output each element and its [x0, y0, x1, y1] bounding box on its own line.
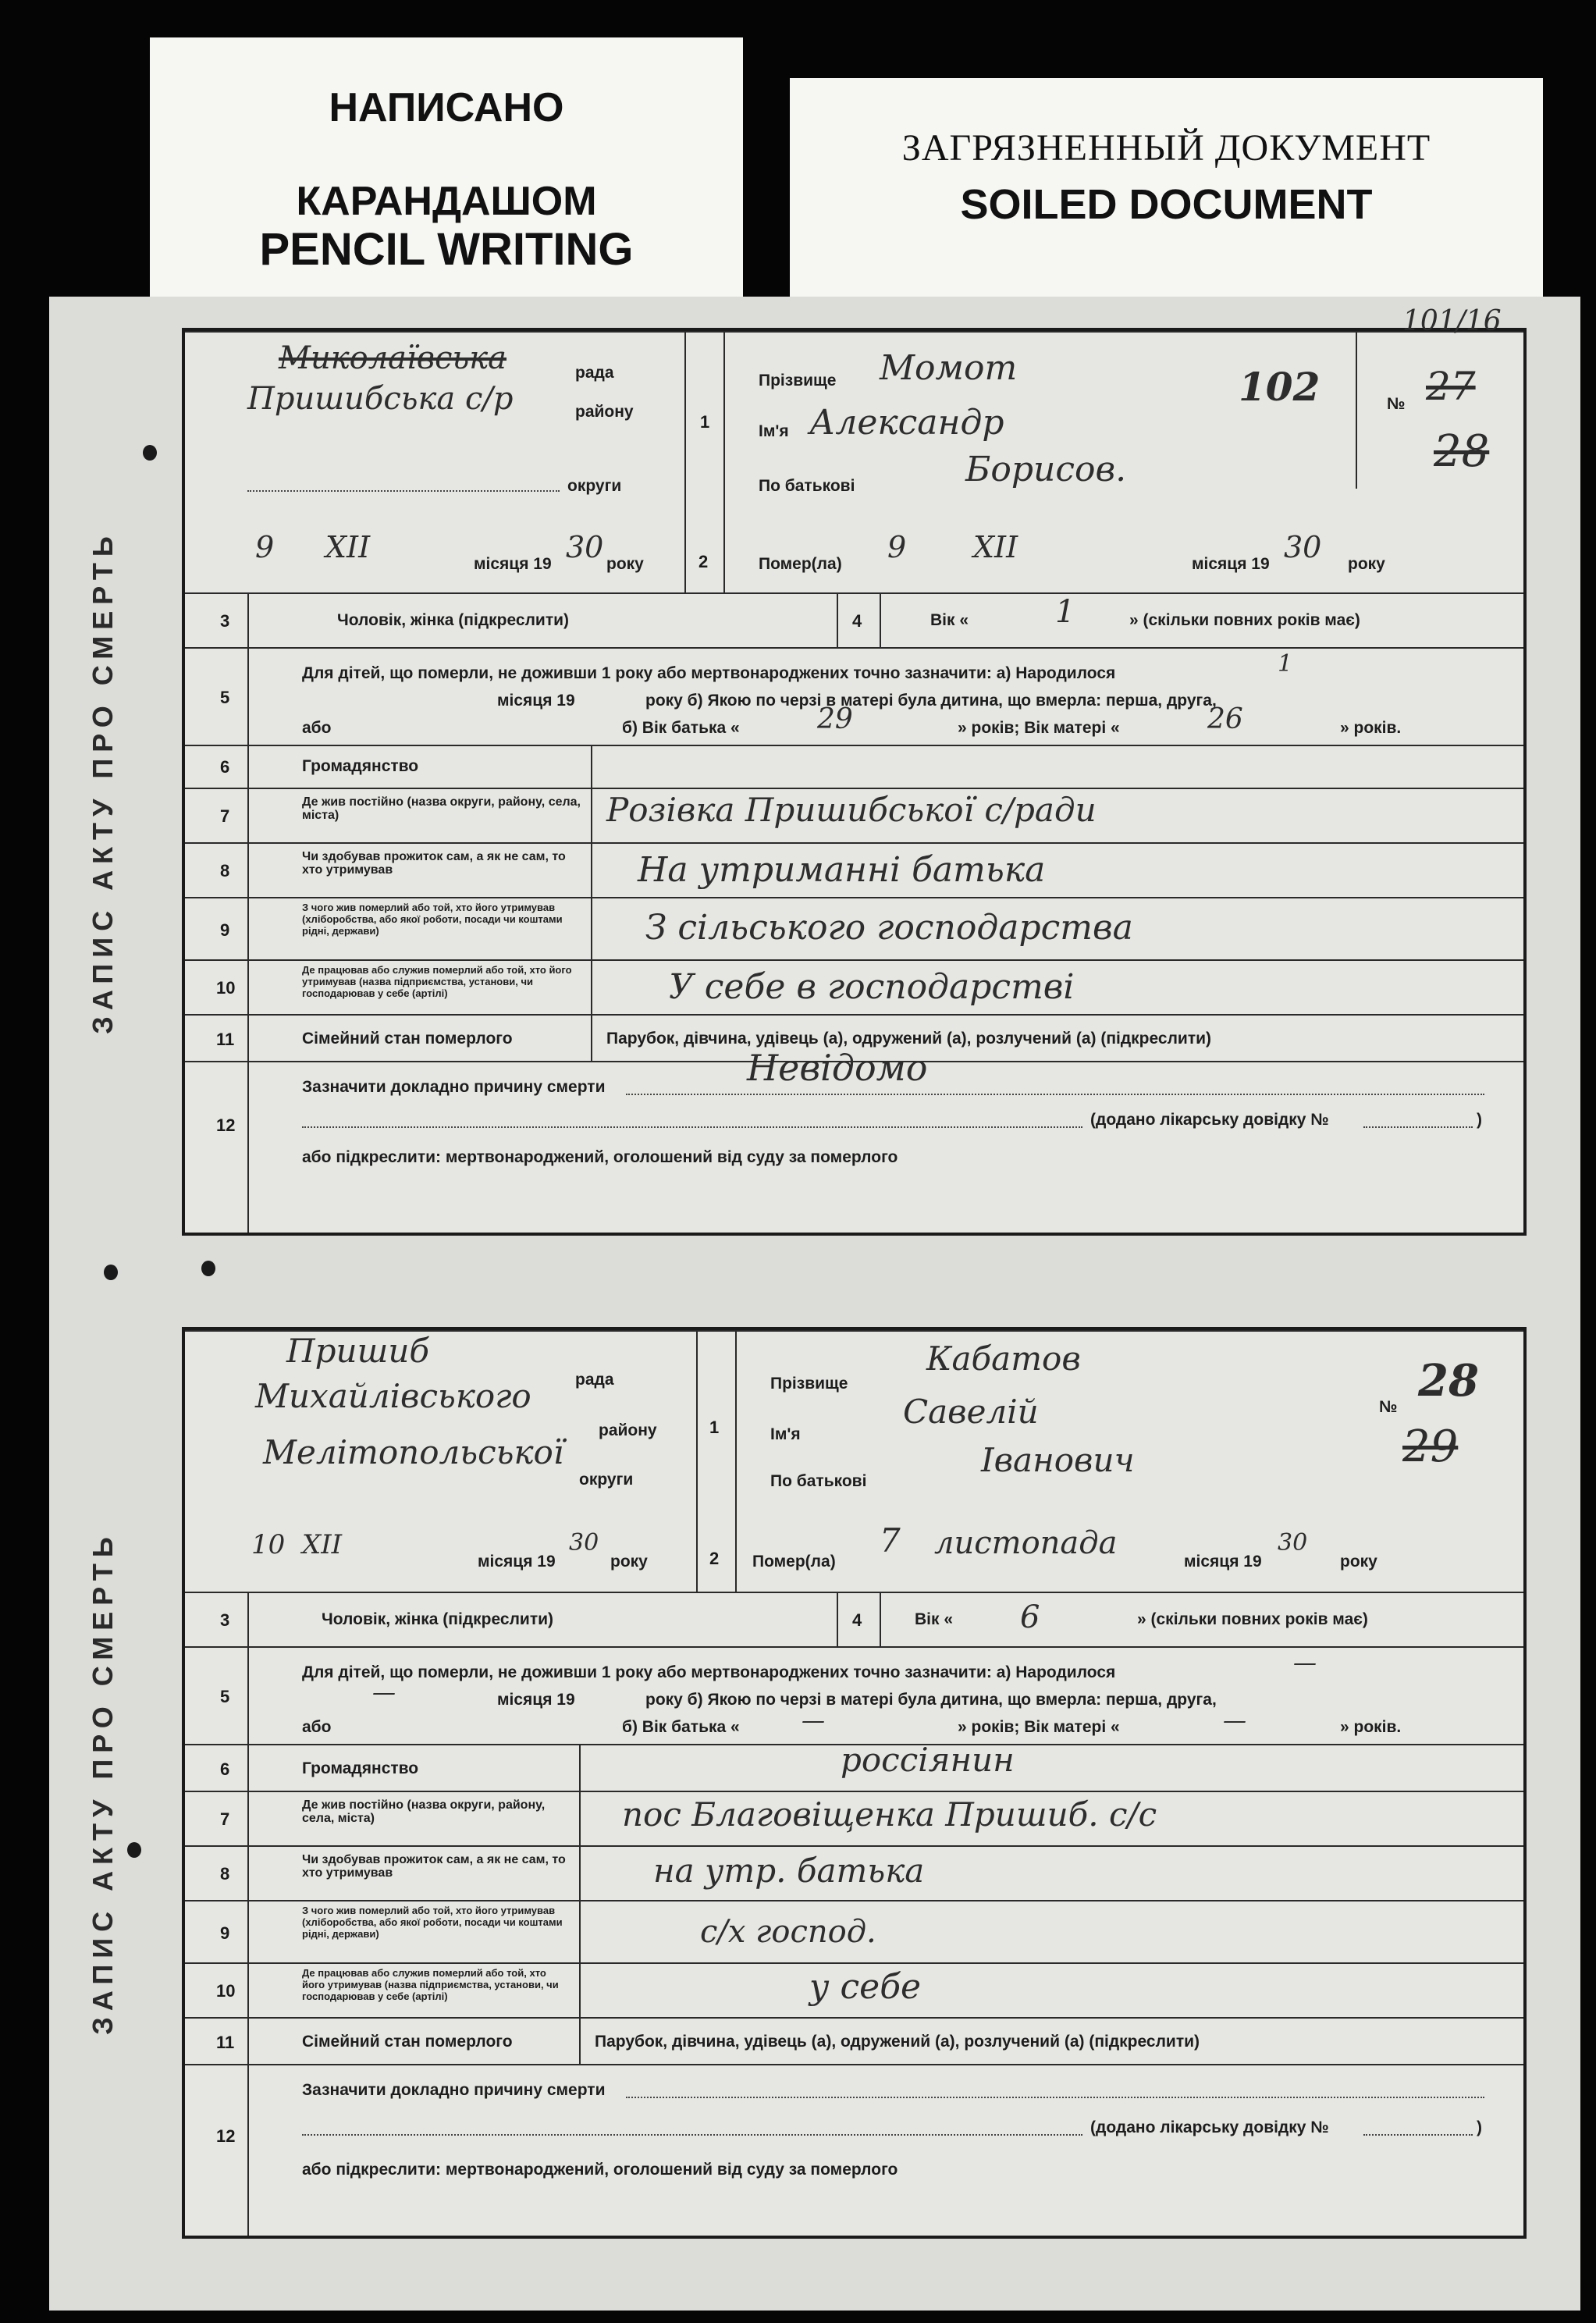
patronymic-label: По батькові — [770, 1472, 867, 1490]
row-8: 8 Чи здобував прожиток сам, а як не сам, то хто утримував На утриманні батька — [185, 842, 1523, 898]
number-value: 28 — [1418, 1355, 1479, 1407]
gender-label: Чоловік, жінка (підкреслити) — [337, 611, 570, 629]
row-12: 12 Зазначити докладно причину смерти (додано лікарську довідку № ) або підкреслити: мертвонароджений, оголошений від суду за померлого — [185, 2064, 1523, 2236]
death-month-value: XII — [973, 530, 1018, 564]
years-label: » років. — [1340, 1718, 1402, 1736]
death-year-value: 30 — [1278, 1529, 1308, 1556]
stillborn-label: або підкреслити: мертвонароджений, оголошений від суду за померлого — [302, 2161, 898, 2179]
date-row: 9 XII місяця 19 30 року 2 Помер(ла) 9 XII місяця 19 30 року — [185, 514, 1523, 592]
rada-label: рада — [575, 364, 614, 382]
soiled-document-label — [790, 78, 1543, 312]
death-label: Помер(ла) — [759, 555, 842, 573]
support-value: На утриманні батька — [638, 850, 1046, 890]
rada-value: Пришиб — [286, 1332, 430, 1370]
month-label: місяця 19 — [474, 555, 552, 573]
row-11: 11 Сімейний стан померлого Парубок, дівчина, удівець (а), одружений (а), розлучений (а) (підкреслити) — [185, 2017, 1523, 2065]
age-tail-label: » (скільки повних років має) — [1137, 1610, 1368, 1628]
death-label: Помер(ла) — [752, 1553, 836, 1571]
soiled-label-ru: ЗАГРЯЗНЕННЫЙ ДОКУМЕНТ — [901, 127, 1431, 169]
or-label: або — [302, 719, 332, 737]
punch-hole — [104, 1265, 118, 1280]
workplace-value: У себе в господарстві — [669, 967, 1075, 1007]
death-day-value: 7 — [880, 1521, 901, 1560]
born-value: — — [1293, 1649, 1317, 1677]
row-5: 5 Для дітей, що померли, не доживши 1 року або мертвонароджених точно зазначити: а) Народилося — — місяця 19 року б) Якою по черзі в матері була дитина, що вмерла: перша, друга, або б) Вік батька « — » років; Вік матері « — » років. — [185, 1646, 1523, 1745]
punch-hole — [201, 1261, 215, 1276]
header-row: Пришиб рада Михайлівського району Мелітопольської округи 1 Прізвище Кабатов Ім'я Савелій По батькові Іванович № 28 29 — [185, 1330, 1523, 1515]
death-record-1 — [87, 305, 1527, 1236]
soiled-label-en: SOILED DOCUMENT — [960, 181, 1373, 228]
year-label: року — [1348, 555, 1385, 573]
medical-note-label: (додано лікарську довідку № — [1090, 1111, 1329, 1129]
stillborn-label: або підкреслити: мертвонароджений, оголошений від суду за померлого — [302, 1148, 898, 1166]
header-row: Миколаївська рада Пришибська с/р району округи 1 Прізвище Момот Ім'я Александр По батькові Борисов. 102 101/16 № 27 28 — [185, 331, 1523, 516]
row-10: 10 Де працював або служив померлий або той, хто його утримував (назва підприємства, установи, чи господарював у себе (артілі) у себе — [185, 1962, 1523, 2019]
row-8: 8 Чи здобував прожиток сам, а як не сам, то хто утримував на утр. батька — [185, 1845, 1523, 1901]
row-5: 5 Для дітей, що померли, не доживши 1 року або мертвонароджених точно зазначити: а) Народилося 1 місяця 19 року б) Якою по черзі в матері була дитина, що вмерла: перша, друга, або б) Вік батька « 29 » років; Вік матері « 26 » років. — [185, 647, 1523, 746]
or-label: або — [302, 1718, 332, 1736]
born-month-label: місяця 19 — [497, 1691, 575, 1709]
name-value: Александр — [809, 403, 1004, 443]
livelihood-label: З чого жив померлий або той, хто його утримував (хліборобства, або якої роботи, посади чи коштами рідні, держави) — [302, 902, 563, 937]
livelihood-label: З чого жив померлий або той, хто його утримував (хліборобства, або якої роботи, посади чи коштами рідні, держави) — [302, 1905, 563, 1940]
marital-label: Сімейний стан померлого — [302, 1030, 513, 1048]
row-9: 9 З чого жив померлий або той, хто його утримував (хліборобства, або якої роботи, посади чи коштами рідні, держави) с/х господ. — [185, 1900, 1523, 1964]
reg-day-value: 10 — [251, 1529, 286, 1560]
marital-label: Сімейний стан померлого — [302, 2033, 513, 2051]
row-7: 7 Де жив постійно (назва округи, району, села, міста) пос Благовіщенка Пришиб. с/с — [185, 1791, 1523, 1847]
age-value: 6 — [1020, 1599, 1040, 1635]
residence-label: Де жив постійно (назва округи, району, села, міста) — [302, 795, 581, 822]
mother-age-value: 26 — [1207, 703, 1243, 735]
workplace-label: Де працював або служив померлий або той, хто його утримував (назва підприємства, установи, чи господарював у себе (артілі) — [302, 1967, 559, 2002]
pencil-label-en: PENCIL WRITING — [259, 224, 634, 275]
reg-month-value: XII — [302, 1529, 343, 1560]
father-age-label: б) Вік батька « — [622, 1718, 740, 1736]
number-new-value: 29 — [1402, 1421, 1459, 1472]
father-age-label: б) Вік батька « — [622, 719, 740, 737]
residence-value: Розівка Пришибської с/ради — [606, 791, 1097, 829]
month-label: місяця 19 — [478, 1553, 556, 1571]
livelihood-value: З сільського господарства — [645, 908, 1133, 948]
patronymic-value: Борисов. — [965, 450, 1127, 489]
raion-value: Пришибська с/р — [247, 381, 514, 417]
cause-label: Зазначити докладно причину смерти — [302, 2081, 606, 2099]
death-year-value: 30 — [1284, 530, 1322, 564]
mother-age-label: » років; Вік матері « — [958, 1718, 1120, 1736]
medical-note-label: (додано лікарську довідку № — [1090, 2118, 1329, 2136]
raion-label: району — [599, 1421, 657, 1439]
death-month-value: листопада — [934, 1525, 1118, 1561]
residence-value: пос Благовіщенка Пришиб. с/с — [622, 1795, 1157, 1834]
year-label: року — [610, 1553, 648, 1571]
age-label: Вік « — [930, 611, 969, 629]
row-11: 11 Сімейний стан померлого Парубок, дівчина, удівець (а), одружений (а), розлучений (а) (підкреслити) — [185, 1014, 1523, 1062]
number-top-value: 102 — [1239, 364, 1321, 410]
born-value: 1 — [1278, 650, 1293, 678]
year-label: року — [606, 555, 644, 573]
patronymic-value: Іванович — [981, 1441, 1135, 1479]
okrug-value: Мелітопольської — [263, 1433, 564, 1471]
surname-value: Момот — [880, 348, 1018, 388]
surname-label: Прізвище — [770, 1375, 848, 1393]
children-label: Для дітей, що померли, не доживши 1 року або мертвонароджених точно зазначити: а) Народилося — [302, 664, 1116, 682]
father-age-value: 29 — [817, 703, 853, 735]
father-age-value: — — [802, 1707, 825, 1734]
row-7: 7 Де жив постійно (назва округи, району, села, міста) Розівка Пришибської с/ради — [185, 788, 1523, 844]
mother-age-value: — — [1223, 1707, 1246, 1734]
reg-day-value: 9 — [255, 530, 275, 564]
row-3: 3 Чоловік, жінка (підкреслити) 4 Вік « 6 » (скільки повних років має) — [185, 1592, 1523, 1648]
age-label: Вік « — [915, 1610, 954, 1628]
okrug-label: округи — [567, 477, 622, 495]
name-label: Ім'я — [770, 1425, 801, 1443]
rada-label: рада — [575, 1371, 614, 1389]
row-6: 6 Громадянство — [185, 745, 1523, 789]
name-label: Ім'я — [759, 422, 789, 440]
support-value: на утр. батька — [653, 1852, 925, 1890]
years-label: » років. — [1340, 719, 1402, 737]
support-label: Чи здобував прожиток сам, а як не сам, то хто утримував — [302, 850, 566, 877]
child-order-label: року б) Якою по черзі в матері була дитина, що вмерла: перша, друга, — [645, 1691, 1217, 1709]
cause-label: Зазначити докладно причину смерти — [302, 1078, 606, 1096]
workplace-label: Де працював або служив померлий або той, хто його утримував (назва підприємства, установи, чи господарював у себе (артілі) — [302, 964, 572, 999]
livelihood-value: с/х господ. — [700, 1914, 876, 1950]
name-value: Савелій — [903, 1393, 1039, 1431]
children-label: Для дітей, що померли, не доживши 1 року або мертвонароджених точно зазначити: а) Народилося — [302, 1663, 1116, 1681]
marital-options: Парубок, дівчина, удівець (а), одружений (а), розлучений (а) (підкреслити) — [595, 2033, 1200, 2051]
cause-value: Невідомо — [747, 1047, 928, 1089]
child-order-label: року б) Якою по черзі в матері була дитина, що вмерла: перша, друга, — [645, 692, 1217, 710]
okrug-label: округи — [579, 1471, 634, 1489]
raion-value: Михайлівського — [255, 1377, 531, 1415]
death-record-2 — [87, 1327, 1527, 2239]
death-day-value: 9 — [887, 530, 907, 564]
row-3: 3 Чоловік, жінка (підкреслити) 4 Вік « 1 » (скільки повних років має) — [185, 592, 1523, 649]
year-label: року — [1340, 1553, 1377, 1571]
surname-label: Прізвище — [759, 372, 837, 390]
marital-options: Парубок, дівчина, удівець (а), одружений (а), розлучений (а) (підкреслити) — [606, 1030, 1212, 1048]
row-10: 10 Де працював або служив померлий або той, хто його утримував (назва підприємства, установи, чи господарював у себе (артілі) У себе в господарстві — [185, 959, 1523, 1016]
number-label: № — [1387, 395, 1406, 413]
date-row: 10 XII місяця 19 30 року 2 Помер(ла) 7 листопада місяця 19 30 року — [185, 1514, 1523, 1592]
citizenship-value: россіянин — [841, 1741, 1015, 1779]
number-new-value: 28 — [1434, 426, 1490, 477]
gender-label: Чоловік, жінка (підкреслити) — [322, 1610, 554, 1628]
mother-age-label: » років; Вік матері « — [958, 719, 1120, 737]
surname-value: Кабатов — [926, 1339, 1081, 1378]
month-label: місяця 19 — [1192, 555, 1270, 573]
citizenship-label: Громадянство — [302, 757, 419, 775]
side-title: ЗАПИС АКТУ ПРО СМЕРТЬ — [87, 529, 119, 1034]
reg-month-value: XII — [325, 530, 371, 564]
patronymic-label: По батькові — [759, 477, 855, 495]
support-label: Чи здобував прожиток сам, а як не сам, то хто утримував — [302, 1853, 566, 1880]
month-label: місяця 19 — [1184, 1553, 1262, 1571]
row-12: 12 Зазначити докладно причину смерти Невідомо (додано лікарську довідку № ) або підкреслити: мертвонароджений, оголошений від суду за померлого — [185, 1061, 1523, 1233]
row-6: 6 Громадянство россіянин — [185, 1744, 1523, 1792]
number-corner-value: 101/16 — [1402, 305, 1502, 337]
workplace-value: у себе — [809, 1967, 922, 2007]
age-value: 1 — [1055, 594, 1075, 630]
reg-year-value: 30 — [566, 530, 604, 564]
number-old-value: 27 — [1426, 364, 1476, 409]
side-title: ЗАПИС АКТУ ПРО СМЕРТЬ — [87, 1531, 119, 2035]
residence-label: Де жив постійно (назва округи, району, села, міста) — [302, 1798, 546, 1825]
number-label: № — [1379, 1398, 1398, 1416]
pencil-label-ru-1: НАПИСАНО — [329, 85, 564, 130]
age-tail-label: » (скільки повних років має) — [1129, 611, 1360, 629]
raion-label: району — [575, 403, 634, 421]
born-month-label: місяця 19 — [497, 692, 575, 710]
pencil-label-ru-2: КАРАНДАШОМ — [296, 179, 597, 224]
citizenship-label: Громадянство — [302, 1759, 419, 1777]
row-9: 9 З чого жив померлий або той, хто його утримував (хліборобства, або якої роботи, посади чи коштами рідні, держави) З сільського господарства — [185, 897, 1523, 961]
born-month-value: — — [372, 1679, 396, 1706]
pencil-writing-label — [150, 37, 743, 311]
reg-year-value: 30 — [569, 1529, 599, 1556]
rada-value: Миколаївська — [279, 340, 507, 376]
